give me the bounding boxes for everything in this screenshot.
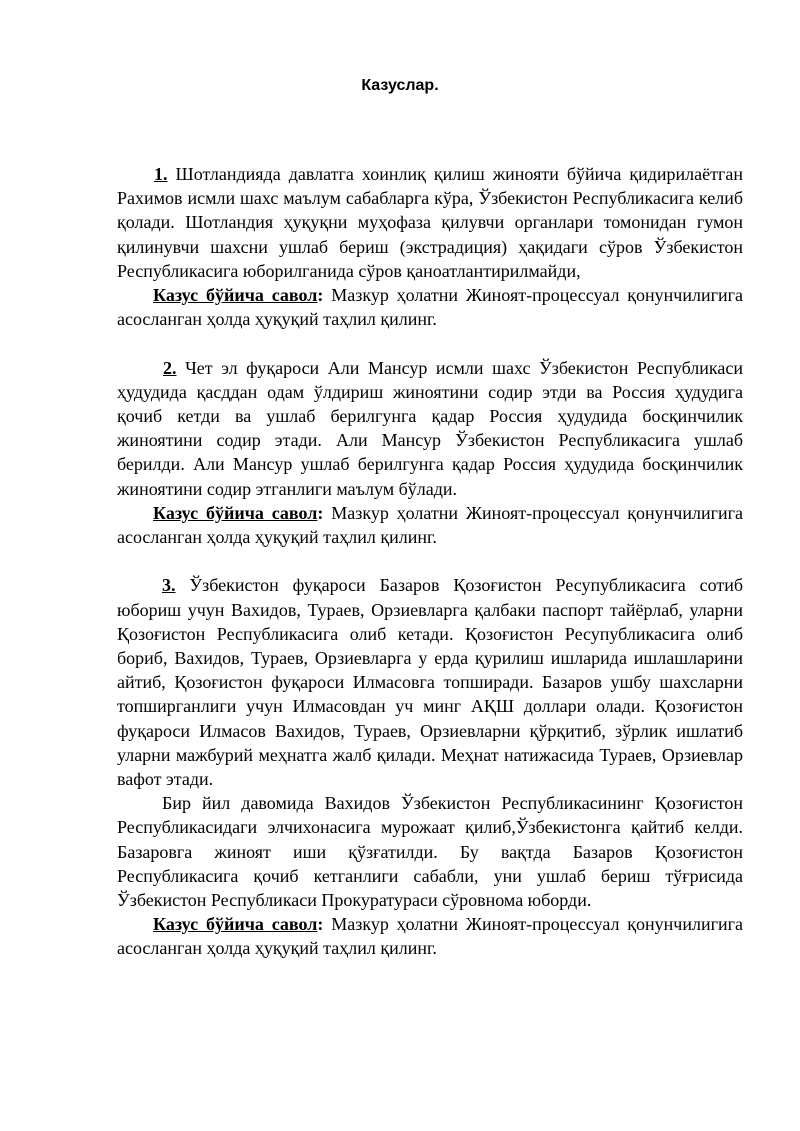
- case-3-paragraph: [117, 573, 743, 791]
- case-2-text: Чет эл фуқароси Али Мансур исмли шахс Ўзбекистон Республикаси ҳудудида қасддан одам ўлдириш жиноятини содир этди ва Россия ҳудудига қочиб кетди ва ушлаб берилгунга қадар Россия ҳудудида босқинчилик жиноятини содир этади. Али Мансур Ўзбекистон Республикасига ушлаб берилди. Али Мансур ушлаб берилгунга қадар Россия ҳудудида босқинчилик жиноятини содир этганлиги маълум бўлади.: [117, 357, 743, 499]
- case-2-question-text: Мазкур ҳолатни Жиноят-процессуал қонунчилигига асосланган ҳолда ҳуқуқий таҳлил қилинг.: [117, 502, 743, 548]
- case-3-question: [117, 912, 743, 960]
- case-3-number: 3.: [162, 575, 176, 596]
- case-2-number: 2.: [163, 357, 177, 378]
- case-2-question-label: Казус бўйича савол: [153, 502, 318, 523]
- case-3-question-colon: :: [317, 914, 324, 935]
- case-1-question: [117, 283, 743, 331]
- document-body: [117, 162, 743, 961]
- case-1-text: Шотландияда давлатга хоинлиқ қилиш жинояти бўйича қидирилаётган Рахимов исмли шахс маълум сабабларга кўра, Ўзбекистон Республикасига келиб қолади. Шотландия ҳуқуқни муҳофаза қилувчи органлари томонидан гумон қилинувчи шахсни ушлаб бериш (экстрадиция) ҳақидаги сўров Ўзбекистон Республикасига юборилганида сўров қаноатлантирилмайди,: [117, 164, 743, 281]
- spacer: [117, 331, 743, 355]
- case-3-question-label: Казус бўйича савол: [153, 914, 318, 935]
- case-2-question-colon: :: [317, 502, 324, 523]
- case-1-paragraph: [117, 162, 743, 283]
- case-3-text: Ўзбекистон фуқароси Базаров Қозоғистон Ресупубликасига сотиб юбориш учун Вахидов, Тураев, Орзиевларга қалбаки паспорт тайёрлаб, уларни Қозоғистон Республикасига олиб кетади. Қозоғистон Ресупубликасига олиб бориб, Вахидов, Тураев, Орзиевларга у ерда қурилиш ишларида ишлашларини айтиб, Қозоғистон фуқароси Илмасовга топширади. Базаров ушбу шахсларни топширганлиги учун Илмасовдан уч минг АҚШ доллари олади. Қозоғистон фуқароси Илмасов Вахидов, Тураев, Орзиевларни қўрқитиб, зўрлик ишлатиб уларни мажбурий меҳнатга жалб қилади. Меҳнат натижасида Тураев, Орзиевлар вафот этади.: [117, 575, 743, 790]
- case-1-question-text: Мазкур ҳолатни Жиноят-процессуал қонунчилигига асосланган ҳолда ҳуқуқий таҳлил қилинг.: [117, 285, 743, 330]
- case-1-question-colon: :: [317, 285, 324, 306]
- case-1-number: 1.: [154, 164, 168, 184]
- page-title: Казуслар.: [361, 77, 439, 94]
- case-3-question-text: Мазкур ҳолатни Жиноят-процессуал қонунчилигига асосланган ҳолда ҳуқуқий таҳлил қилинг.: [117, 914, 743, 959]
- spacer: [117, 549, 743, 573]
- case-3-paragraph-2: Бир йил давомида Вахидов Ўзбекистон Республикасининг Қозоғистон Республикасидаги элчихонасига мурожаат қилиб,Ўзбекистонга қайтиб келди. Базаровга жиноят иши қўзғатилди. Бу вақтда Базаров Қозоғистон Республикасига қочиб кетганлиги сабабли, уни ушлаб бериш тўғрисида Ўзбекистон Республикаси Прокуратураси сўровнома юборди.: [117, 793, 743, 911]
- case-1-question-label: Казус бўйича савол: [153, 285, 318, 306]
- case-2-paragraph: [117, 356, 743, 501]
- case-2-question: [117, 501, 743, 549]
